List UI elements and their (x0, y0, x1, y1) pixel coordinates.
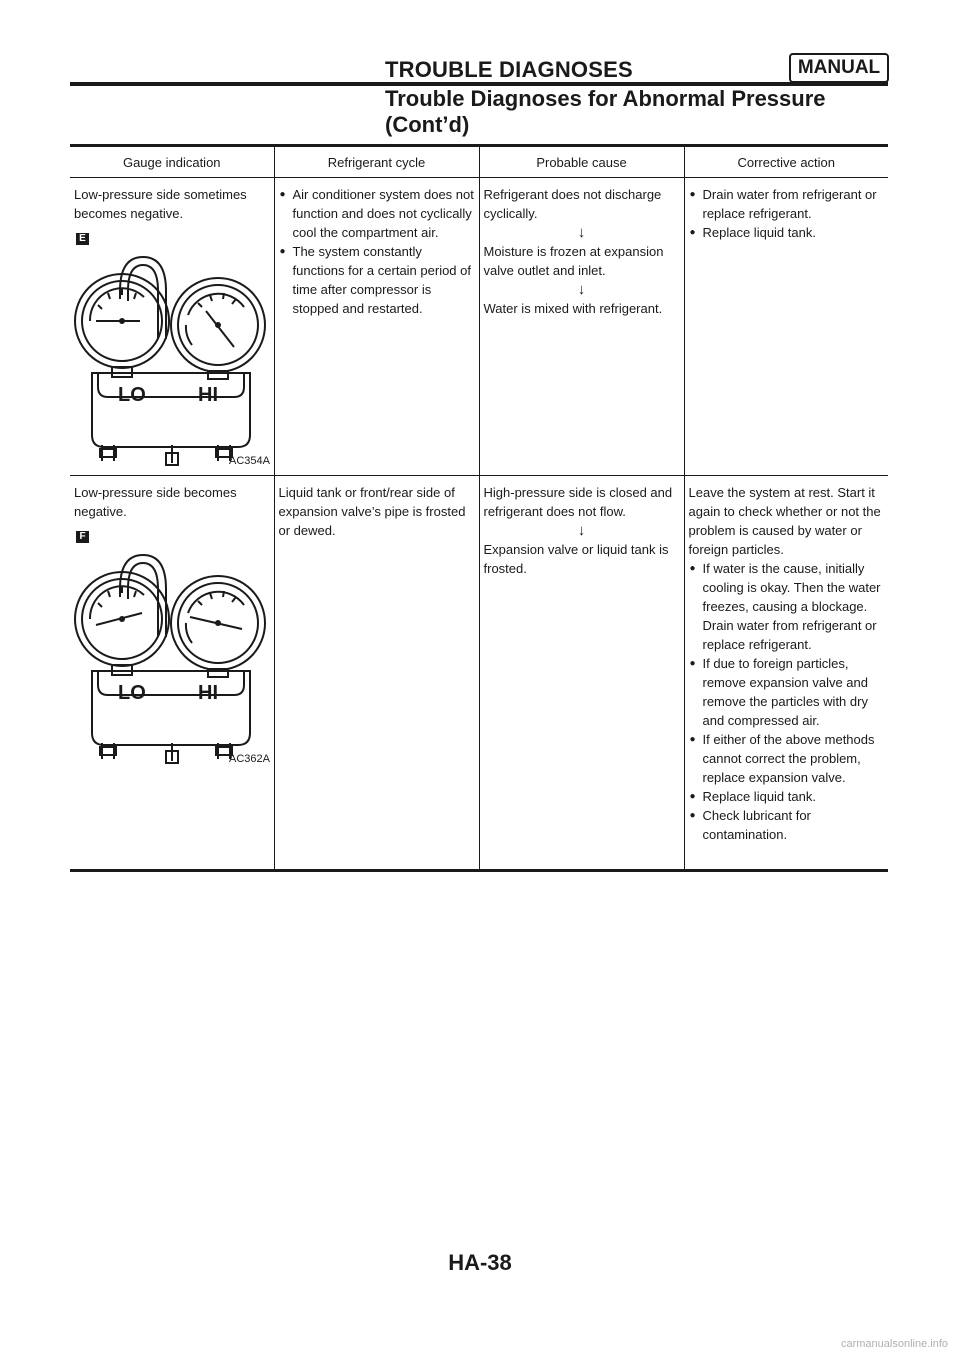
bullet-item: ● Drain water from refrigerant or replace refrigerant. (689, 185, 885, 223)
down-arrow-icon: ↓ (577, 281, 586, 298)
table-row (70, 476, 888, 871)
gauge-indication-cell (70, 178, 274, 476)
bullet-item: ● If due to foreign particles, remove expansion valve and remove the particles with dry and compressed air. (689, 654, 885, 730)
cause-text: Refrigerant does not discharge cyclically. (483, 187, 662, 221)
gauge-indication-text: Low-pressure side becomes negative. (74, 485, 237, 519)
bullet-item: ● Air conditioner system does not function and does not cyclically cool the compartment air. (279, 185, 475, 242)
manual-badge: MANUAL (789, 53, 889, 83)
bullet-item: ● If water is the cause, initially cooling is okay. Then the water freezes, causing a blockage. Drain water from refrigerant or replace refrigerant. (689, 559, 885, 654)
column-header: Refrigerant cycle (274, 147, 479, 178)
table-row (70, 178, 888, 476)
refrigerant-cycle-cell (274, 476, 479, 871)
figure-letter-badge: E (76, 233, 89, 245)
manifold-gauge-icon (74, 249, 270, 467)
bullet-item: ● Replace liquid tank. (689, 787, 885, 806)
manifold-gauge-figure (74, 249, 270, 467)
figure-code: AC362A (229, 753, 270, 765)
probable-cause-cell (479, 178, 684, 476)
gauge-indication-text: Low-pressure side sometimes becomes negative. (74, 187, 247, 221)
column-header: Probable cause (479, 147, 684, 178)
cycle-text: Liquid tank or front/rear side of expansion valve’s pipe is frosted or dewed. (278, 485, 466, 538)
column-header: Gauge indication (70, 147, 274, 178)
manifold-gauge-icon (74, 547, 270, 765)
down-arrow-icon: ↓ (577, 522, 586, 539)
manifold-gauge-figure (74, 547, 270, 765)
cause-text: Water is mixed with refrigerant. (483, 301, 663, 316)
column-header: Corrective action (684, 147, 888, 178)
lo-label: LO (118, 384, 146, 406)
figure-code: AC354A (229, 455, 270, 467)
lo-label: LO (118, 682, 146, 704)
action-intro: Leave the system at rest. Start it again to check whether or not the problem is caused by water or foreign particles. (688, 485, 881, 557)
bullet-item: ● Check lubricant for contamination. (689, 806, 885, 844)
subtitle-line-2: (Cont’d) (385, 112, 470, 137)
hi-label: HI (198, 384, 218, 406)
hi-label: HI (198, 682, 218, 704)
page-subtitle (385, 86, 826, 138)
down-arrow-icon: ↓ (577, 224, 586, 241)
diagnosis-table (70, 144, 888, 872)
page-number: HA-38 (448, 1250, 512, 1275)
cause-text: Expansion valve or liquid tank is frosted. (483, 542, 669, 576)
bullet-item: ● If either of the above methods cannot correct the problem, replace expansion valve. (689, 730, 885, 787)
corrective-action-cell (684, 476, 888, 871)
bullet-item: ● The system constantly functions for a certain period of time after compressor is stopped and restarted. (279, 242, 475, 318)
section-title: TROUBLE DIAGNOSES (385, 57, 633, 82)
watermark: carmanualsonline.info (840, 1338, 948, 1350)
figure-letter-badge: F (76, 531, 89, 543)
subtitle-line-1: Trouble Diagnoses for Abnormal Pressure (385, 86, 826, 111)
gauge-indication-cell (70, 476, 274, 871)
refrigerant-cycle-cell (274, 178, 479, 476)
probable-cause-cell (479, 476, 684, 871)
table-header-row (70, 147, 888, 178)
corrective-action-cell (684, 178, 888, 476)
bullet-item: ● Replace liquid tank. (689, 223, 885, 242)
cause-text: Moisture is frozen at expansion valve outlet and inlet. (483, 244, 664, 278)
cause-text: High-pressure side is closed and refrigerant does not flow. (483, 485, 673, 519)
